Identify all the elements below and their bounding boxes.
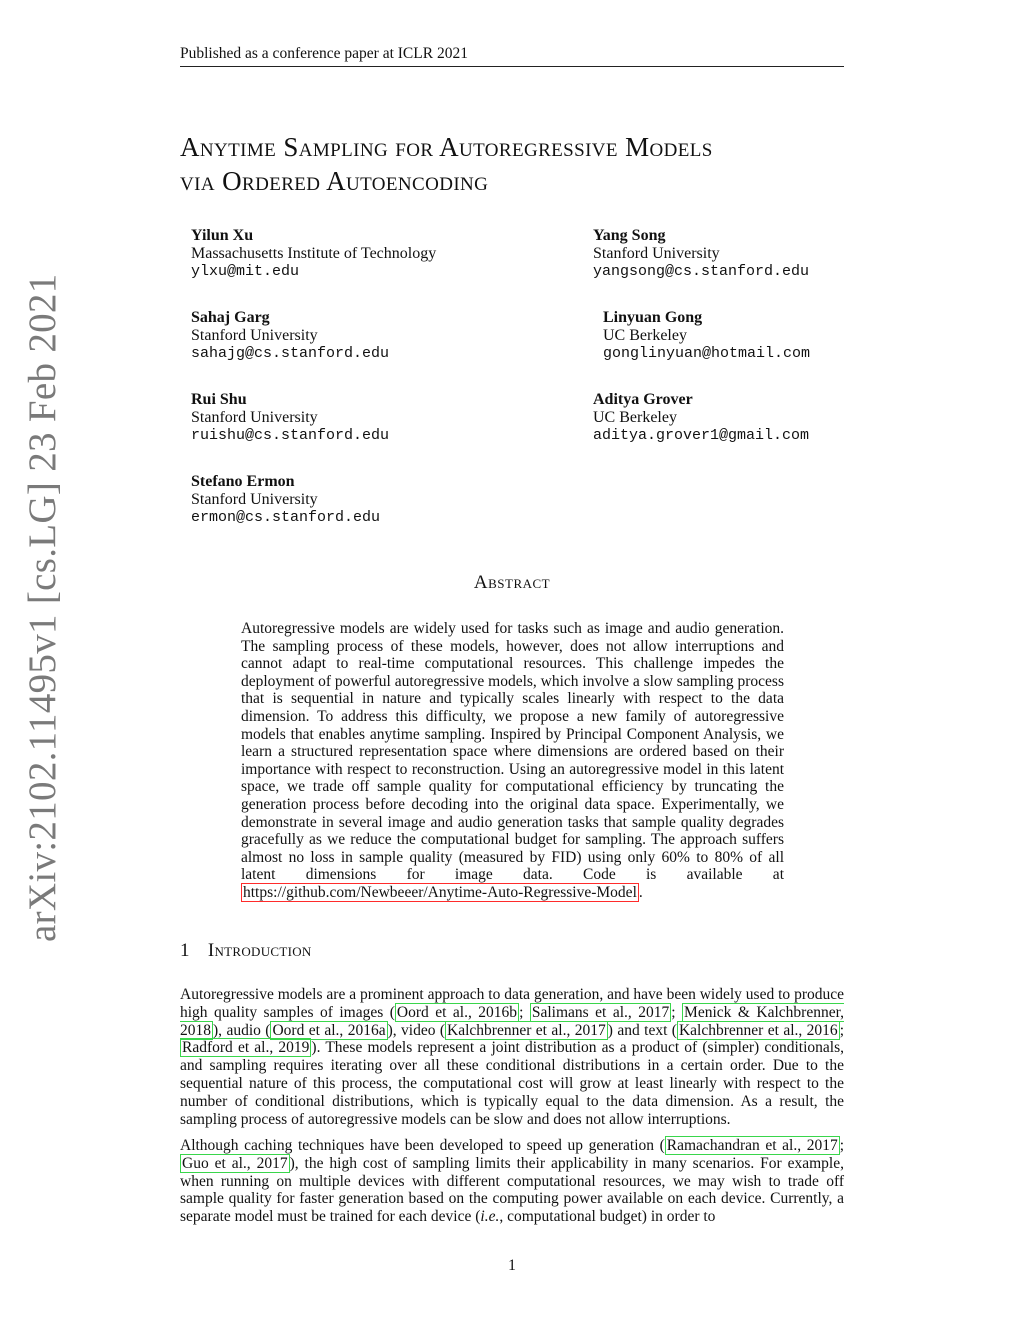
citation-link[interactable]: Oord et al., 2016b xyxy=(396,1003,518,1021)
author-affiliation: Stanford University xyxy=(191,491,318,508)
paragraph-text: , computational budget) in order to xyxy=(499,1208,716,1226)
author-block xyxy=(191,227,436,281)
section-heading-introduction xyxy=(180,940,312,962)
intro-paragraph-1 xyxy=(180,986,844,1128)
author-email[interactable]: ermon@cs.stanford.edu xyxy=(191,509,381,526)
paper-title xyxy=(180,130,880,198)
author-affiliation: Stanford University xyxy=(191,409,318,426)
author-email[interactable]: ylxu@mit.edu xyxy=(191,263,300,280)
paragraph-text: ), video ( xyxy=(387,1021,446,1039)
paragraph-text: ). These models represent a joint distribution as a product of (simpler) conditionals, and sampling requires iterating over all these conditional distributions in a certain order. Due to the sequential nature of this process, the computational cost will grow at least linearly with respect to the number of conditional distributions, which is typically equal to the data dimension. As a result, the sampling process of autoregressive models can be slow and does not allow interruptions. xyxy=(180,1039,844,1128)
author-affiliation: UC Berkeley xyxy=(603,327,687,344)
abstract-heading: Abstract xyxy=(473,572,551,593)
abstract-body xyxy=(241,620,784,902)
author-name: Linyuan Gong xyxy=(603,309,703,326)
author-affiliation: Stanford University xyxy=(593,245,720,262)
running-header: Published as a conference paper at ICLR 2021 xyxy=(180,44,844,67)
author-affiliation: Stanford University xyxy=(191,327,318,344)
section-number: 1 xyxy=(180,940,190,961)
page-number: 1 xyxy=(508,1257,516,1274)
title-line-1: Anytime Sampling for Autoregressive Models xyxy=(180,132,713,162)
author-name: Sahaj Garg xyxy=(191,309,270,326)
code-link[interactable]: https://github.com/Newbeeer/Anytime-Auto-Regressive-Model xyxy=(243,883,637,901)
author-block xyxy=(191,309,389,363)
author-block xyxy=(191,473,380,527)
citation-link[interactable]: Radford et al., 2019 xyxy=(182,1039,310,1057)
author-block xyxy=(191,391,389,445)
paragraph-text: ), the high cost of sampling limits their applicability in many scenarios. For example, when running on multiple devices with different computational resources, we may wish to trade off sample quality for faster generation based on the computing power available on each device. Currently, a separate model must be trained for each device ( xyxy=(180,1154,844,1226)
author-affiliation: UC Berkeley xyxy=(593,409,677,426)
author-affiliation: Massachusetts Institute of Technology xyxy=(191,245,437,262)
author-block xyxy=(593,391,809,445)
author-email[interactable]: ruishu@cs.stanford.edu xyxy=(191,427,390,444)
arxiv-stamp: arXiv:2102.11495v1 [cs.LG] 23 Feb 2021 xyxy=(21,273,64,942)
citation-separator: ; xyxy=(671,1003,683,1021)
author-name: Rui Shu xyxy=(191,391,247,408)
author-email[interactable]: aditya.grover1@gmail.com xyxy=(593,427,810,444)
author-email[interactable]: gonglinyuan@hotmail.com xyxy=(603,345,811,362)
author-block xyxy=(603,309,810,363)
title-line-2: via Ordered Autoencoding xyxy=(180,166,489,196)
citation-separator: ; xyxy=(839,1021,844,1039)
citation-link[interactable]: Kalchbrenner et al., 2017 xyxy=(447,1021,606,1039)
author-name: Yilun Xu xyxy=(191,227,254,244)
intro-paragraph-2 xyxy=(180,1137,844,1226)
author-block xyxy=(593,227,809,281)
author-email[interactable]: sahajg@cs.stanford.edu xyxy=(191,345,390,362)
citation-link[interactable]: Guo et al., 2017 xyxy=(182,1154,288,1172)
italic-abbreviation: i.e. xyxy=(480,1208,500,1226)
paragraph-text: ) and text ( xyxy=(607,1021,677,1039)
citation-separator: ; xyxy=(519,1003,530,1021)
section-title: Introduction xyxy=(207,940,312,961)
author-name: Yang Song xyxy=(593,227,666,244)
citation-link[interactable]: Ramachandran et al., 2017 xyxy=(666,1137,838,1154)
author-name: Aditya Grover xyxy=(593,391,693,408)
citation-link[interactable]: Menick & Kalchbrenner, 2018 xyxy=(180,1003,844,1039)
paragraph-text: Autoregressive models are a prominent approach to data generation, and have been widely used to produce high quality samples of images ( xyxy=(180,986,844,1021)
paragraph-text: Although caching techniques have been developed to speed up generation ( xyxy=(180,1137,665,1154)
abstract-end: . xyxy=(638,883,643,901)
citation-link[interactable]: Kalchbrenner et al., 2016 xyxy=(678,1021,838,1039)
abstract-text: Autoregressive models are widely used for tasks such as image and audio generation. The sampling process of these models, however, does not allow interruptions and cannot adapt to real-time computational resources. This challenge impedes the deployment of powerful autoregressive models, which involve a slow sampling process that is sequential in nature and typically scales linearly with respect to the data dimension. To address this difficulty, we propose a new family of autoregressive models that enables anytime sampling. Inspired by Principal Component Analysis, we learn a structured representation space where dimensions are ordered based on their importance with respect to reconstruction. Using an autoregressive model in this latent space, we trade off sample quality for computational efficiency by truncating the generation process before decoding into the original data space. Experimentally, we demonstrate in several image and audio generation tasks that sample quality degrades gracefully as we reduce the computational budget for sampling. The approach suffers almost no loss in sample quality (measured by FID) using only 60% to 80% of all latent dimensions for image data. Code is available at xyxy=(241,620,784,884)
author-name: Stefano Ermon xyxy=(191,473,295,490)
citation-link[interactable]: Oord et al., 2016a xyxy=(272,1021,386,1039)
paragraph-text: ), audio ( xyxy=(213,1021,271,1039)
author-email[interactable]: yangsong@cs.stanford.edu xyxy=(593,263,810,280)
citation-link[interactable]: Salimans et al., 2017 xyxy=(531,1003,670,1021)
citation-separator: ; xyxy=(839,1137,845,1154)
